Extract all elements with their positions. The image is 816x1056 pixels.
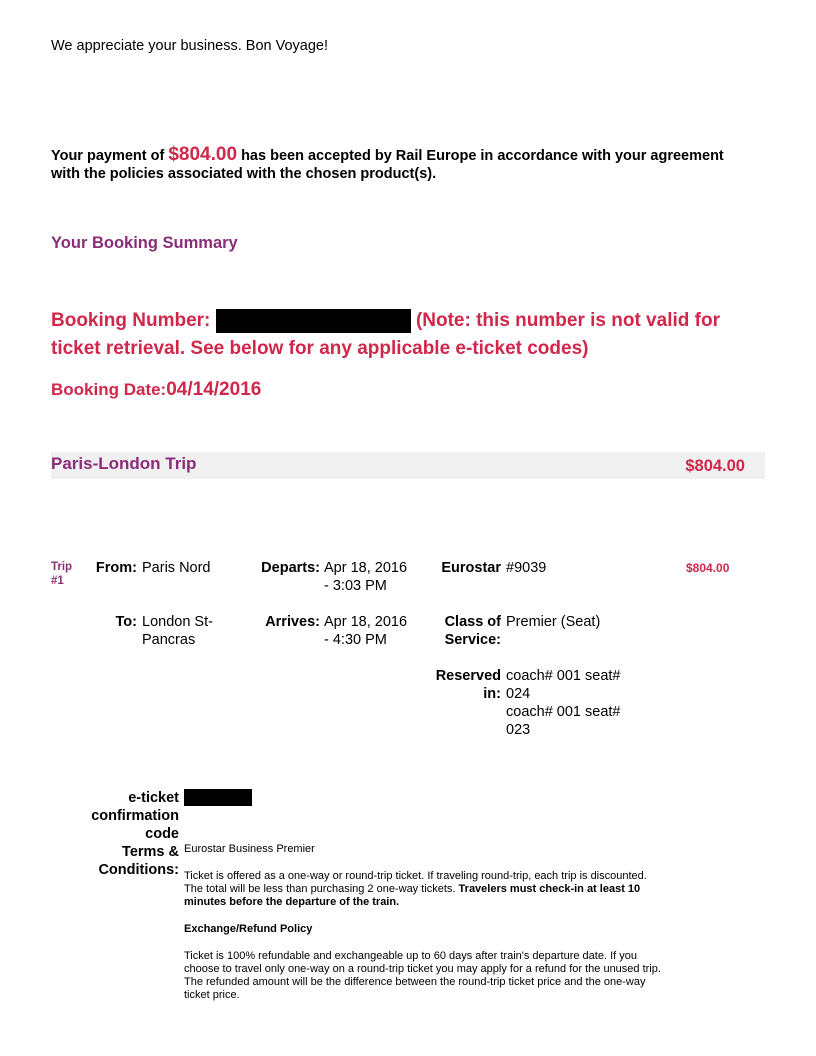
from-label: From:: [95, 560, 137, 576]
product-name: Eurostar Business Premier: [184, 843, 315, 855]
reserved-label: Reserved in:: [435, 668, 501, 702]
payment-confirmation: [51, 146, 751, 183]
arrives-label: Arrives:: [265, 614, 320, 630]
trip-number-line2: #1: [51, 575, 64, 587]
trip-header-bar: [51, 452, 765, 479]
booking-date-label: Booking Date:: [51, 380, 167, 399]
reserved-seat-2: coach# 001 seat# 023: [506, 704, 621, 738]
reserved-seat-1: coach# 001 seat# 024: [506, 668, 621, 702]
booking-number-note: (Note: this number is not valid for ticket retrieval. See below for any applicable e-ticket codes): [51, 310, 720, 359]
to-label: To:: [115, 614, 137, 630]
departs-value: Apr 18, 2016 - 3:03 PM: [324, 560, 408, 594]
reserved-values: [506, 667, 641, 739]
booking-number-block: [51, 307, 771, 363]
terms-text: Ticket is offered as a one-way or round-trip ticket. If traveling round-trip, each trip is discounted. The total will be less than purchasing 2 one-way tickets.: [184, 870, 647, 895]
carrier-label: Eurostar: [441, 560, 501, 576]
eticket-label: e-ticket confirmation code: [91, 790, 179, 842]
class-label: Class of Service:: [444, 614, 501, 648]
policy-heading: Exchange/Refund Policy: [184, 923, 313, 935]
terms-bold-text: Travelers must check-in at least 10 minutes before the departure of the train.: [184, 883, 641, 908]
departs-label: Departs:: [261, 560, 320, 576]
payment-amount: $804.00: [168, 144, 238, 165]
payment-suffix: has been accepted by Rail Europe in accordance with your agreement with the policies associated with the chosen product(s).: [51, 148, 724, 182]
booking-date-value: 04/14/2016: [166, 379, 262, 400]
class-value: Premier (Seat): [506, 614, 601, 630]
trip-total-price: $804.00: [685, 457, 745, 475]
trip-number-line1: Trip: [51, 561, 73, 573]
booking-summary-title: Your Booking Summary: [51, 234, 238, 252]
arrives-value: Apr 18, 2016 - 4:30 PM: [324, 614, 408, 648]
to-value: London St-Pancras: [142, 614, 213, 648]
terms-label: Terms & Conditions:: [98, 844, 179, 878]
segment-price: $804.00: [686, 561, 730, 575]
payment-prefix: Your payment of: [51, 148, 165, 164]
booking-date: [51, 379, 261, 401]
eticket-code-redacted: [184, 789, 252, 806]
terms-content: [184, 843, 664, 1002]
booking-number-label: Booking Number:: [51, 310, 211, 331]
trip-title: Paris-London Trip: [51, 454, 197, 473]
greeting-text: We appreciate your business. Bon Voyage!: [51, 38, 329, 54]
from-value: Paris Nord: [142, 560, 211, 576]
carrier-value: #9039: [506, 560, 547, 576]
trip-number: [51, 560, 81, 588]
booking-number-redacted: [216, 309, 411, 333]
terms-paragraph: [184, 870, 664, 909]
policy-text: Ticket is 100% refundable and exchangeable up to 60 days after train's departure date. If you choose to travel only one-way on a round-trip ticket you may apply for a refund for the unused trip. The refunded amount will be the difference between the round-trip ticket price and the one-way ticket price.: [184, 950, 661, 1001]
